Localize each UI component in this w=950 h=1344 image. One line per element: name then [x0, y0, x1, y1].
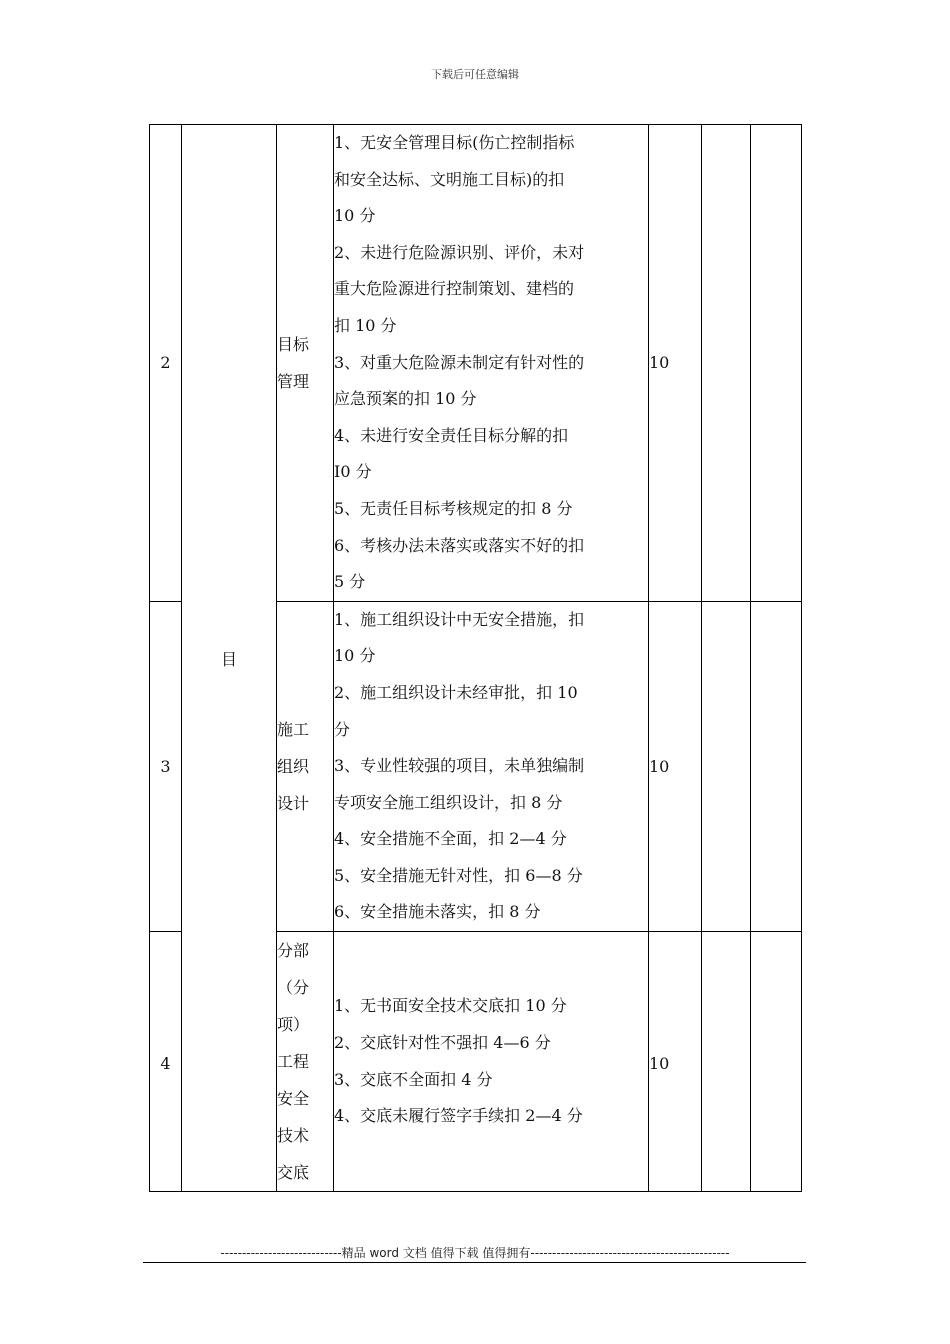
table-row	[150, 125, 802, 602]
deduction-criteria: 1、无书面安全技术交底扣 10 分 2、交底针对性不强扣 4—6 分 3、交底不全面扣 4 分 4、交底未履行签字手续扣 2—4 分	[334, 932, 649, 1192]
footer-divider	[143, 1262, 806, 1263]
actual-score-cell	[751, 601, 802, 931]
category-cell: 目	[182, 125, 277, 1192]
page-footer: ----------------------------精品 word 文档 值得下载 值得拥有----------------------------------------------	[220, 1246, 730, 1260]
row-number: 4	[150, 932, 182, 1192]
score-value: 10	[649, 601, 702, 931]
deduction-cell	[702, 125, 751, 602]
deduction-cell	[702, 932, 751, 1192]
deduction-criteria: 1、施工组织设计中无安全措施，扣 10 分 2、施工组织设计未经审批，扣 10 分 3、专业性较强的项目，未单独编制 专项安全施工组织设计，扣 8 分 4、安全措施不全面，扣 2—4 分 5、安全措施无针对性，扣 6—8 分 6、安全措施未落实，扣 8 分	[334, 601, 649, 931]
item-name: 目标 管理	[277, 125, 334, 602]
item-name: 施工 组织 设计	[277, 601, 334, 931]
row-number: 2	[150, 125, 182, 602]
item-name: 分部 （分 项） 工程 安全 技术 交底	[277, 932, 334, 1192]
deduction-criteria: 1、无安全管理目标(伤亡控制指标 和安全达标、文明施工目标)的扣 10 分 2、未进行危险源识别、评价，未对 重大危险源进行控制策划、建档的 扣 10 分 3、对重大危险源未制定有针对性的 应急预案的扣 10 分 4、未进行安全责任目标分解的扣 I0 分 5、无责任目标考核规定的扣 8 分 6、考核办法未落实或落实不好的扣 5 分	[334, 125, 649, 602]
row-number: 3	[150, 601, 182, 931]
score-value: 10	[649, 932, 702, 1192]
actual-score-cell	[751, 932, 802, 1192]
score-value: 10	[649, 125, 702, 602]
deduction-cell	[702, 601, 751, 931]
safety-inspection-table	[149, 124, 802, 1192]
actual-score-cell	[751, 125, 802, 602]
page-header: 下载后可任意编辑	[431, 68, 519, 81]
